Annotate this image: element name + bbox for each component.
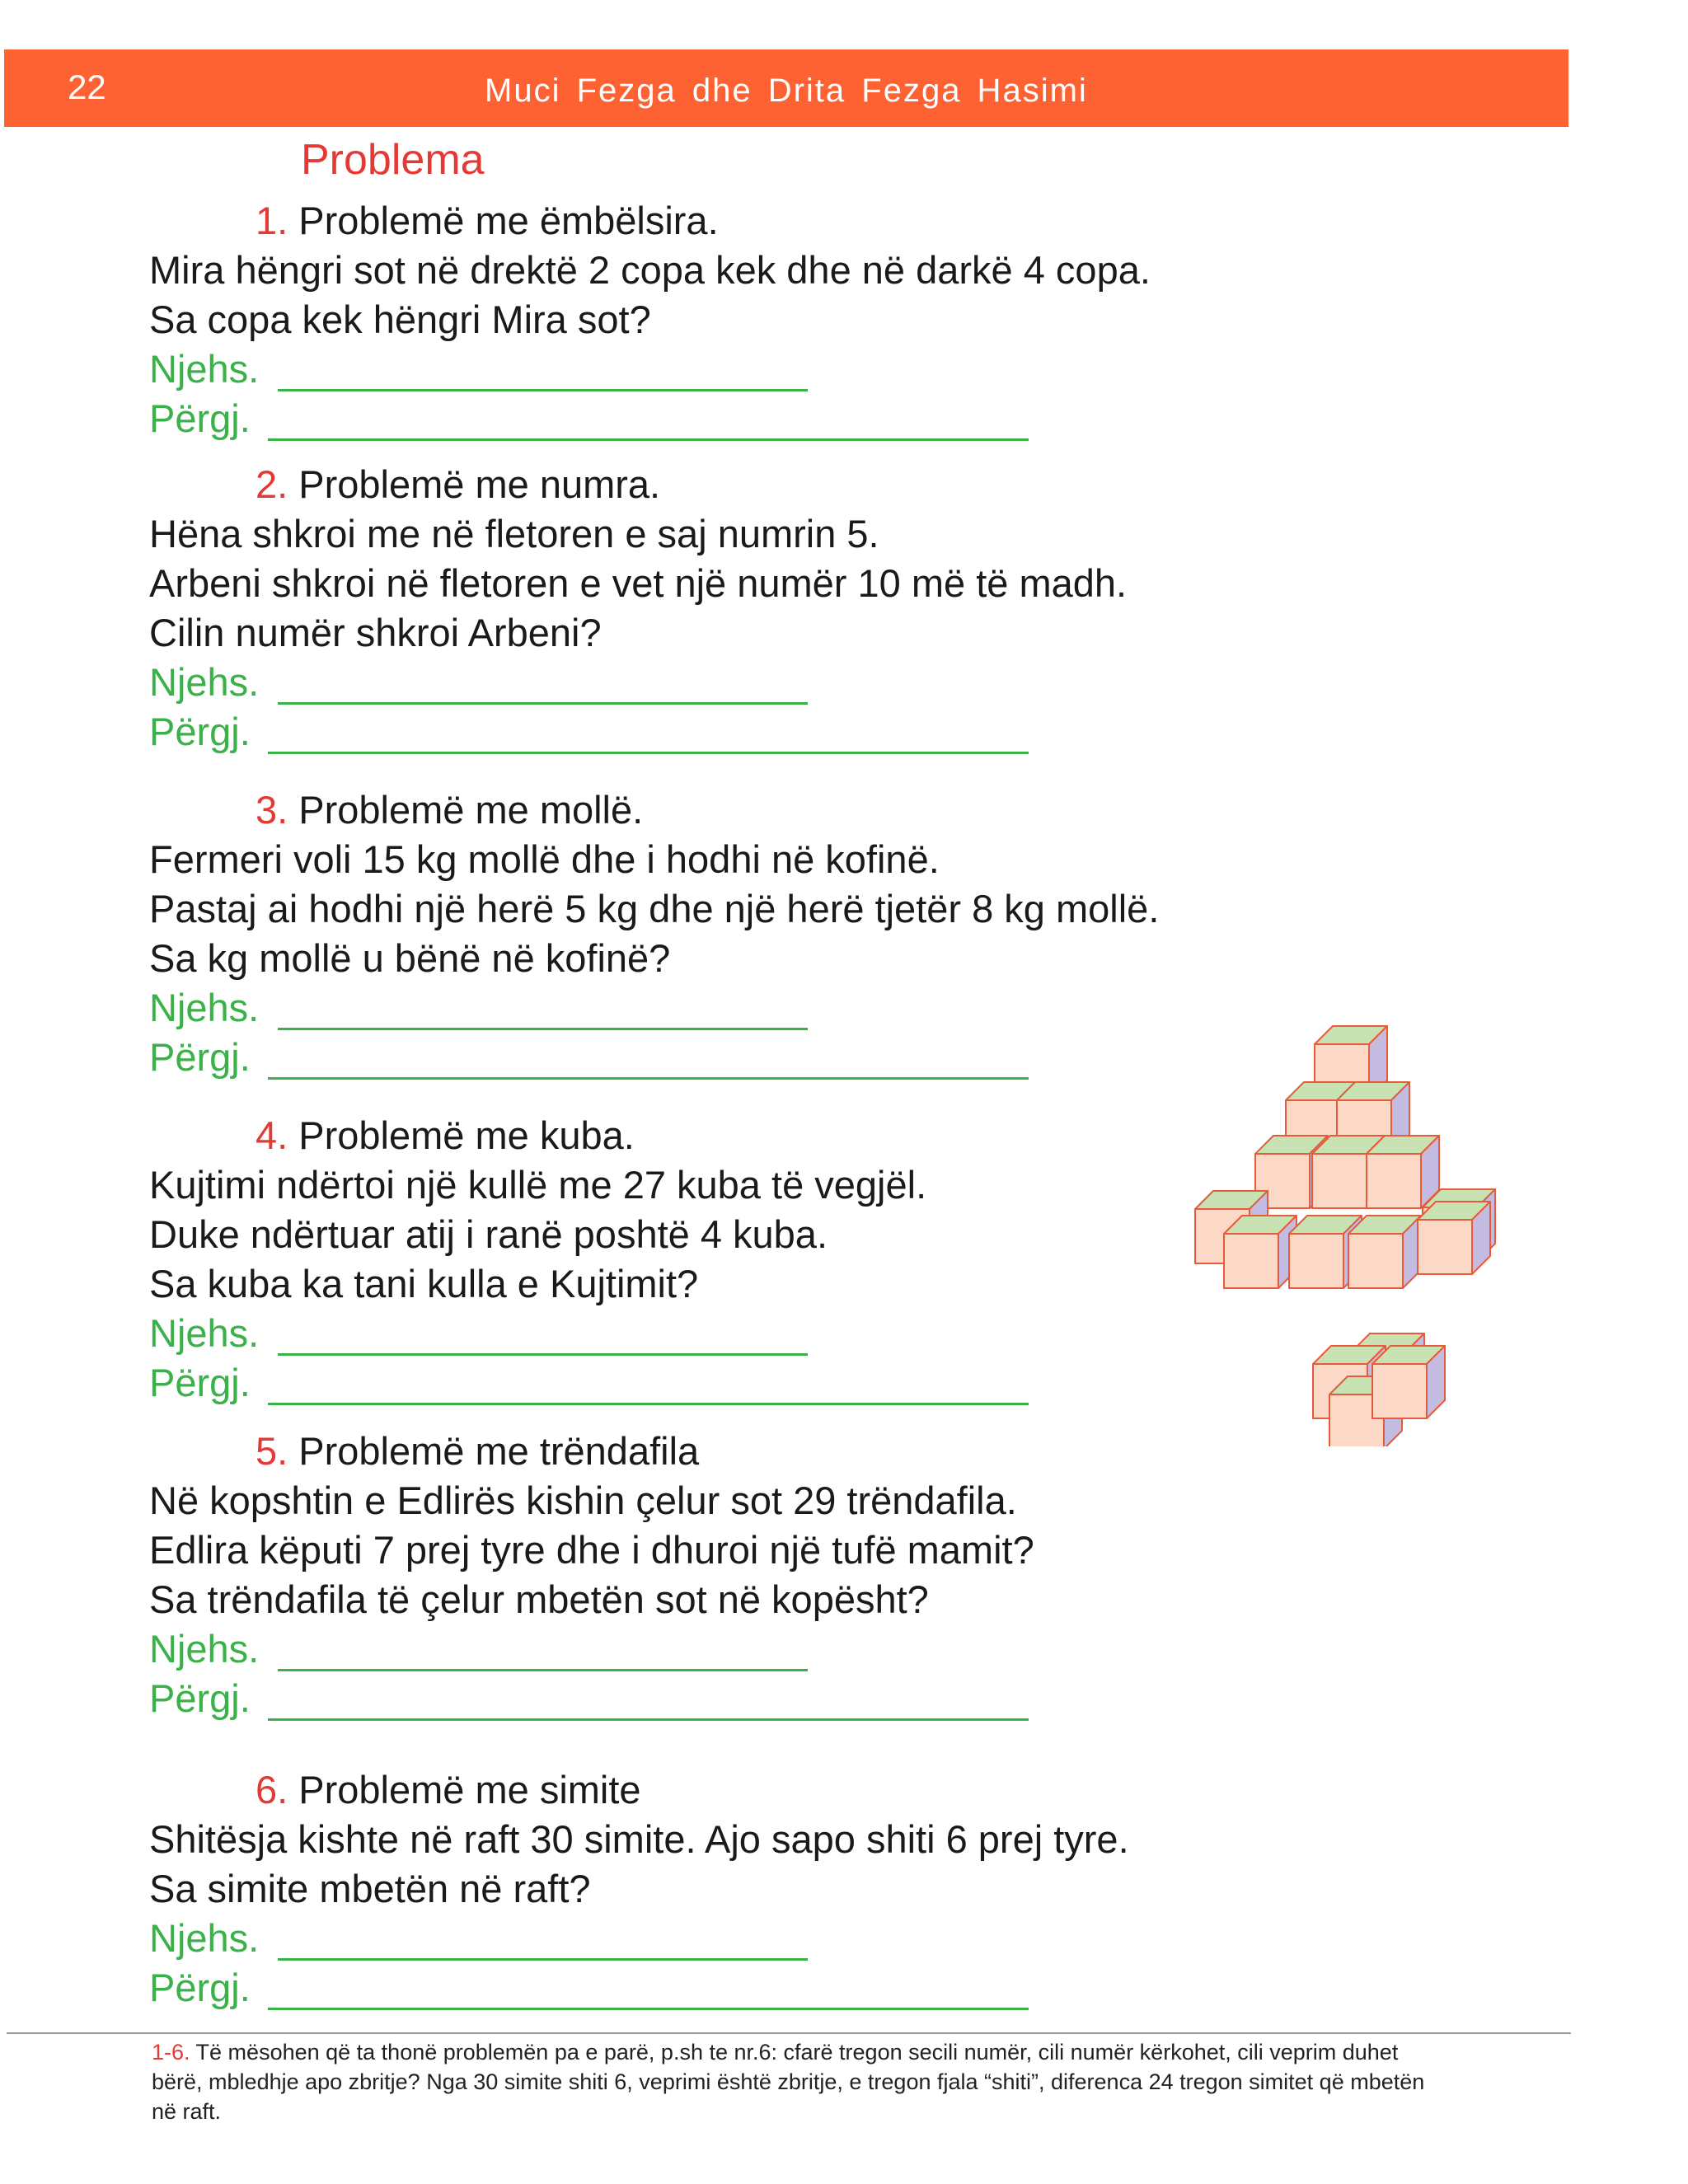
problem-4-title: 4. Problemë me kuba. (256, 1113, 635, 1157)
problem-6-calc-line[interactable] (278, 1958, 808, 1961)
problem-4-answer-line[interactable] (268, 1403, 1029, 1405)
problem-3-answer-line[interactable] (268, 1077, 1029, 1080)
problem-5-line-1: Në kopshtin e Edlirës kishin çelur sot 29 trëndafila. (149, 1479, 1017, 1522)
problem-5-calc-label: Njehs. (149, 1627, 260, 1671)
footnote: 1-6. Të mësohen që ta thonë problemën pa e parë, p.sh te nr.6: cfarë tregon secili numër, cili numër kërkohet, cili veprim duhet bërë, mbledhje apo zbritje? Nga 30 simite shiti 6, veprimi është zbritje, e tregon fjala “shiti”, diferenca 24 tregon simitet që mbetën në raft. (152, 2040, 1425, 2124)
problem-4-calc-line[interactable] (278, 1353, 808, 1356)
problem-6-calc-label: Njehs. (149, 1916, 260, 1960)
problem-2-answer-label: Përgj. (149, 710, 251, 753)
cube-6 (1367, 1136, 1439, 1208)
problem-3-answer-label: Përgj. (149, 1035, 251, 1079)
problem-4-calc-label: Njehs. (149, 1311, 260, 1355)
problem-4-line-2: Duke ndërtuar atij i ranë poshtë 4 kuba. (149, 1212, 828, 1256)
problem-5-answer-label: Përgj. (149, 1676, 251, 1720)
cube-tower-illustration (1187, 1018, 1533, 1446)
problem-3-calc-label: Njehs. (149, 986, 260, 1029)
problem-4-answer-label: Përgj. (149, 1361, 251, 1404)
problem-1-line-2: Sa copa kek hëngri Mira sot? (149, 298, 651, 341)
problem-2-line-3: Cilin numër shkroi Arbeni? (149, 611, 602, 654)
problem-3-line-1: Fermeri voli 15 kg mollë dhe i hodhi në kofinë. (149, 837, 940, 881)
footer-divider (7, 2032, 1571, 2034)
problem-3-calc-line[interactable] (278, 1028, 808, 1030)
cube-12 (1418, 1202, 1490, 1274)
problem-6-line-1: Shitësja kishte në raft 30 simite. Ajo sapo shiti 6 prej tyre. (149, 1817, 1129, 1861)
problem-5-answer-line[interactable] (268, 1718, 1029, 1721)
cube-11 (1348, 1216, 1421, 1288)
header-authors: Muci Fezga dhe Drita Fezga Hasimi (485, 73, 1088, 109)
problem-2-calc-label: Njehs. (149, 660, 260, 704)
problem-4-line-3: Sa kuba ka tani kulla e Kujtimit? (149, 1262, 699, 1305)
cube-9 (1224, 1216, 1296, 1288)
problem-1-answer-line[interactable] (268, 438, 1029, 441)
problem-3-line-2: Pastaj ai hodhi një herë 5 kg dhe një herë tjetër 8 kg mollë. (149, 887, 1160, 930)
problem-6-answer-label: Përgj. (149, 1966, 251, 2009)
problem-3-line-3: Sa kg mollë u bënë në kofinë? (149, 936, 671, 980)
problem-6-answer-line[interactable] (268, 2008, 1029, 2010)
problem-3-title: 3. Problemë me mollë. (256, 788, 644, 832)
problem-6-line-2: Sa simite mbetën në raft? (149, 1867, 591, 1910)
problem-2-calc-line[interactable] (278, 702, 808, 705)
problem-1-calc-label: Njehs. (149, 347, 260, 391)
problem-2-answer-line[interactable] (268, 752, 1029, 754)
problem-4-line-1: Kujtimi ndërtoi një kullë me 27 kuba të vegjël. (149, 1163, 927, 1207)
page-number: 22 (68, 68, 106, 106)
problem-2-line-2: Arbeni shkroi në fletoren e vet një numër 10 më të madh. (149, 561, 1128, 605)
problem-2-title: 2. Problemë me numra. (256, 462, 661, 506)
problem-1-calc-line[interactable] (278, 389, 808, 391)
problem-5-calc-line[interactable] (278, 1669, 808, 1671)
problem-1-answer-label: Përgj. (149, 396, 251, 440)
problem-5-title: 5. Problemë me trëndafila (256, 1429, 700, 1473)
section-title: Problema (301, 136, 485, 184)
problem-5-line-3: Sa trëndafila të çelur mbetën sot në kopësht? (149, 1577, 929, 1621)
cube-16 (1372, 1346, 1445, 1418)
problem-2-line-1: Hëna shkroi me në fletoren e saj numrin 5. (149, 512, 879, 555)
problem-1-title: 1. Problemë me ëmbëlsira. (256, 199, 719, 242)
problem-1-line-1: Mira hëngri sot në drektë 2 copa kek dhe në darkë 4 copa. (149, 248, 1151, 292)
problem-6-title: 6. Problemë me simite (256, 1768, 641, 1811)
problem-5-line-2: Edlira këputi 7 prej tyre dhe i dhuroi një tufë mamit? (149, 1528, 1034, 1572)
